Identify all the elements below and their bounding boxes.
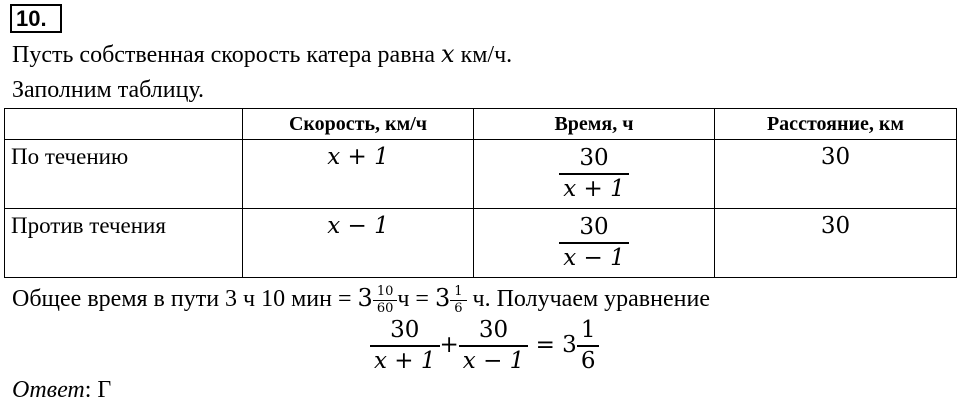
header-speed: Скорость, км/ч [243,109,474,140]
unit-hours-equals: ч = [397,286,429,312]
mixed-number-whole-2: 3 [434,284,451,312]
plus-sign: + [439,332,459,358]
equation-fraction-1 [370,316,440,376]
fraction-denominator: x + 1 [559,173,629,204]
mixed-number-whole-1: 3 [357,284,373,312]
fraction-denominator: x − 1 [559,242,629,273]
row-label-upstream: Против течения [5,209,243,278]
time-upstream [474,209,715,278]
time-fraction-downstream [559,144,629,204]
total-time-line [12,278,710,319]
mixed-fraction-2 [450,284,466,317]
fraction-numerator: 30 [390,317,420,343]
equation [370,316,599,376]
equation-fraction-3 [577,316,600,376]
equation-fraction-2 [459,316,529,376]
equation-intro-text: ч. Получаем уравнение [472,286,710,312]
data-table [4,108,957,278]
header-empty [5,109,243,140]
fraction-numerator: 30 [478,317,509,343]
time-fraction-upstream [559,213,629,273]
speed-upstream: x − 1 [243,209,474,278]
distance-upstream: 30 [715,209,957,278]
answer-line [12,376,111,404]
fraction-numerator: 30 [579,214,609,240]
answer-value: : Г [84,377,112,403]
time-downstream [474,140,715,209]
table-row [5,209,957,278]
variable-x: x [441,40,455,68]
fraction-denominator: x − 1 [459,345,529,376]
fraction-denominator: 6 [450,300,466,317]
total-time-text: Общее время в пути 3 ч 10 мин = [12,286,352,312]
fraction-denominator: 6 [577,345,600,376]
fraction-numerator: 30 [579,145,609,171]
fraction-numerator: 10 [376,283,394,299]
equals-three: = 3 [535,332,577,358]
intro-line-1-before: Пусть собственная скорость катера равна [12,42,436,68]
header-time: Время, ч [474,109,715,140]
fraction-numerator: 1 [454,283,463,299]
header-distance: Расстояние, км [715,109,957,140]
intro-line-2: Заполним таблицу. [12,77,205,103]
table-header-row [5,109,957,140]
distance-downstream: 30 [715,140,957,209]
row-label-downstream: По течению [5,140,243,209]
fraction-denominator: 60 [373,300,398,317]
answer-label: Ответ [12,377,85,403]
speed-downstream: x + 1 [243,140,474,209]
intro-line-1 [12,40,512,69]
mixed-fraction-1 [373,284,398,317]
fraction-numerator: 1 [580,317,596,343]
intro-line-1-after: км/ч. [460,42,513,68]
table-row [5,140,957,209]
fraction-denominator: x + 1 [370,345,440,376]
problem-number: 10. [10,4,62,33]
